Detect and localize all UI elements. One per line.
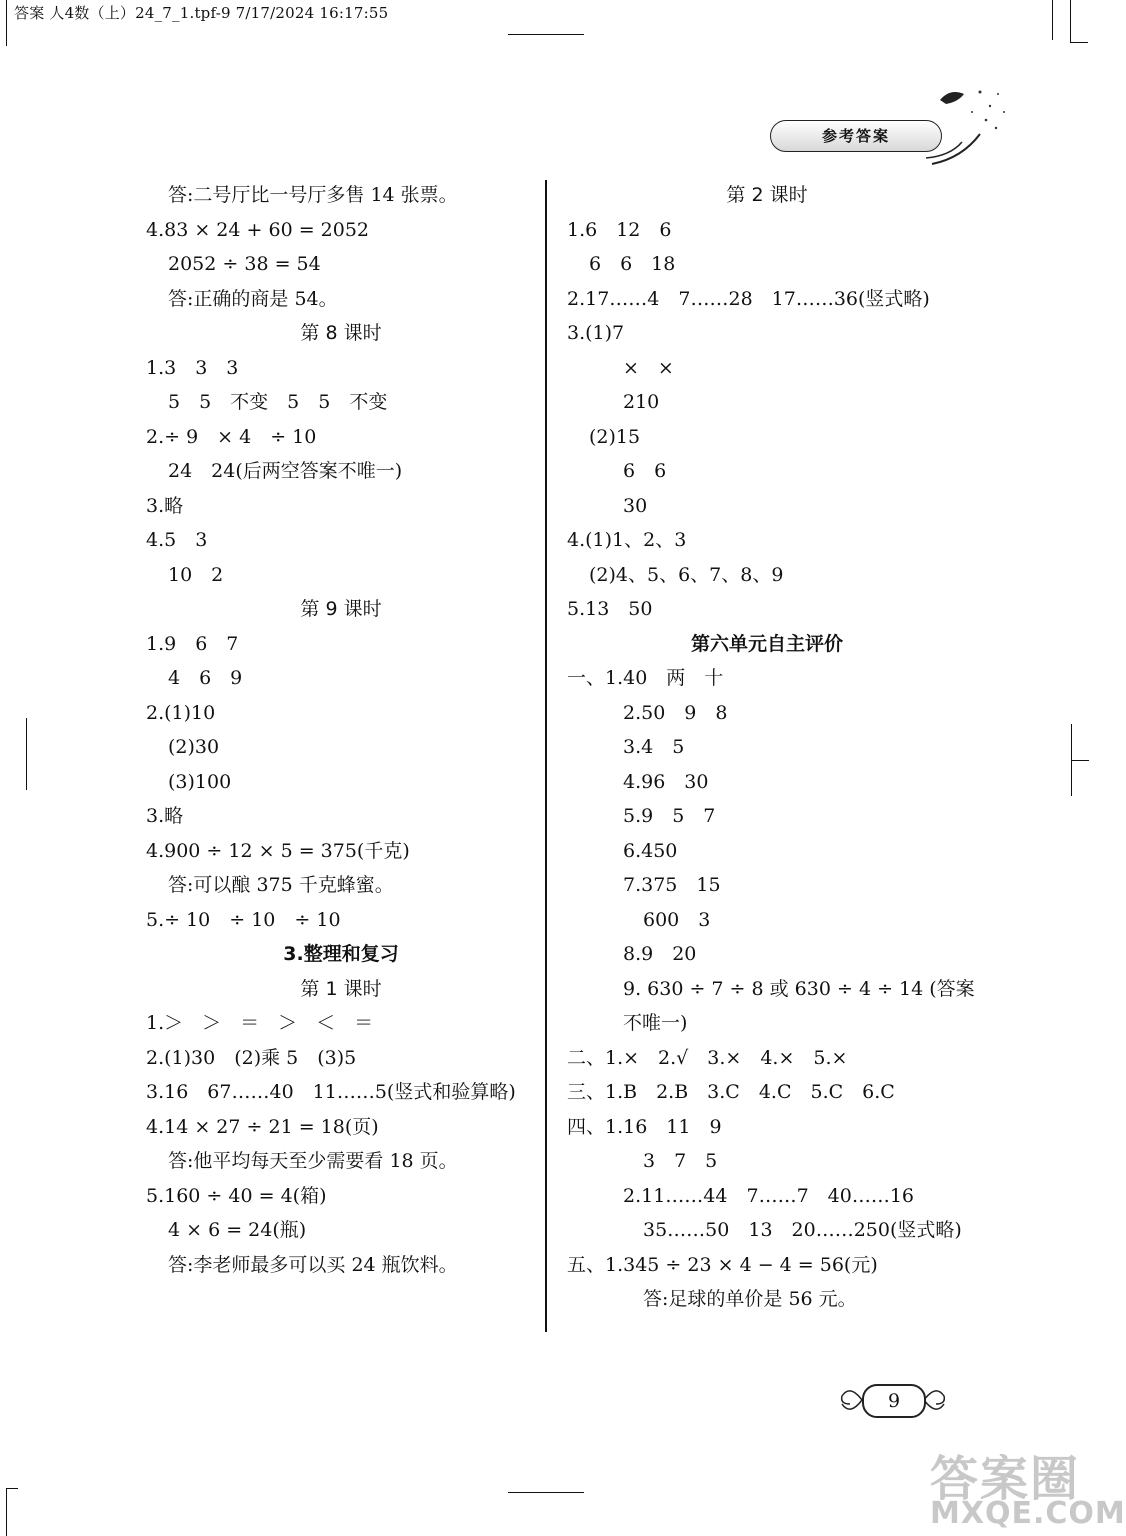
answer-line: 一、1.40 两 十 (567, 667, 724, 689)
answer-line: 5.9 5 7 (623, 805, 716, 827)
answer-line: 7.375 15 (623, 874, 721, 896)
answer-line: 24 24(后两空答案不唯一) (168, 460, 403, 482)
answer-line: 2.÷ 9 × 4 ÷ 10 (146, 425, 317, 448)
answer-line: 二、1.× 2.√ 3.× 4.× 5.× (567, 1046, 848, 1069)
answer-line: 2.(1)30 (2)乘 5 (3)5 (146, 1046, 357, 1069)
answer-line: 三、1.B 2.B 3.C 4.C 5.C 6.C (567, 1081, 895, 1103)
answer-line: 5.÷ 10 ÷ 10 ÷ 10 (146, 908, 341, 931)
watermark-url: MXQE.COM (930, 1496, 1126, 1531)
answer-line: 3.(1)7 (567, 322, 625, 344)
answer-line: (2)15 (589, 425, 641, 448)
answer-line: 不唯一) (623, 1012, 688, 1034)
left-answer-column (146, 178, 536, 1282)
answer-line: 2052 ÷ 38 = 54 (168, 253, 321, 275)
section-heading: 第六单元自主评价 (690, 632, 843, 655)
answer-line: 五、1.345 ÷ 23 × 4 − 4 = 56(元) (567, 1253, 878, 1276)
answer-line: 答:正确的商是 54。 (168, 287, 338, 310)
answer-line: 答:李老师最多可以买 24 瓶饮料。 (168, 1253, 458, 1276)
section-heading: 第 2 课时 (726, 184, 808, 206)
answer-line: (2)30 (168, 736, 220, 758)
answer-line: 4.14 × 27 ÷ 21 = 18(页) (146, 1115, 379, 1138)
watermark-logo: 答案圈 (930, 1451, 1081, 1507)
answer-line: (3)100 (168, 770, 232, 793)
answer-line: 2.11……44 7……7 40……16 (623, 1184, 915, 1207)
answer-line: 4.96 30 (623, 770, 709, 793)
answer-line: 1.6 12 6 (567, 218, 672, 241)
answer-line: 答:二号厅比一号厅多售 14 张票。 (168, 184, 458, 206)
answer-line: 210 (623, 391, 660, 413)
answer-line: 5.160 ÷ 40 = 4(箱) (146, 1184, 327, 1207)
column-divider (545, 180, 547, 1332)
answer-line: 5.13 50 (567, 598, 653, 620)
section-heading: 第 9 课时 (300, 598, 382, 620)
answer-line: 3.16 67……40 11……5(竖式和验算略) (146, 1081, 516, 1103)
section-heading: 第 1 课时 (300, 977, 382, 1000)
answer-line: 3.略 (146, 494, 184, 517)
answer-line: 4 × 6 = 24(瓶) (168, 1219, 307, 1241)
answer-line: (2)4、5、6、7、8、9 (589, 563, 784, 586)
file-info-header: 答案 人4数（上）24_7_1.tpf-9 7/17/2024 16:17:55 (14, 4, 389, 22)
answer-line: 四、1.16 11 9 (567, 1115, 722, 1138)
answer-line: 4.5 3 (146, 529, 208, 551)
answer-line: 4.900 ÷ 12 × 5 = 375(千克) (146, 839, 410, 862)
section-heading: 第 8 课时 (300, 322, 382, 344)
answer-line: × × (623, 356, 674, 379)
answer-line: 3.4 5 (623, 736, 685, 758)
answer-line: 2.17……4 7……28 17……36(竖式略) (567, 287, 930, 310)
answer-line: 1.3 3 3 (146, 356, 239, 379)
answer-line: 6 6 (623, 460, 667, 482)
answer-line: 4 6 9 (168, 667, 243, 689)
answer-line: 答:他平均每天至少需要看 18 页。 (168, 1150, 458, 1172)
answer-line: 9. 630 ÷ 7 ÷ 8 或 630 ÷ 4 ÷ 14 (答案 (623, 977, 975, 1000)
answer-line: 2.(1)10 (146, 701, 216, 724)
answer-line: 答:可以酿 375 千克蜂蜜。 (168, 874, 394, 896)
answer-line: 3.略 (146, 805, 184, 827)
answer-line: 6.450 (623, 839, 678, 862)
answer-line: 答:足球的单价是 56 元。 (643, 1288, 857, 1310)
answer-line: 6 6 18 (589, 253, 676, 275)
right-answer-column (567, 178, 975, 1317)
answer-line: 3 7 5 (643, 1150, 718, 1172)
top-center-rule (508, 34, 584, 35)
answer-line: 30 (623, 494, 648, 517)
answer-line: 4.(1)1、2、3 (567, 529, 687, 551)
answer-line: 2.50 9 8 (623, 701, 728, 724)
answer-line: 35……50 13 20……250(竖式略) (643, 1219, 962, 1241)
answer-line: 5 5 不变 5 5 不变 (168, 391, 388, 413)
answer-line: 4.83 × 24 + 60 = 2052 (146, 218, 370, 241)
answer-line: 1.＞ ＞ ＝ ＞ ＜ ＝ (146, 1012, 374, 1034)
answer-line: 1.9 6 7 (146, 632, 239, 655)
answer-line: 600 3 (643, 908, 711, 931)
section-badge: 参考答案 (770, 120, 942, 152)
answer-line: 8.9 20 (623, 943, 697, 965)
section-heading: 3.整理和复习 (283, 943, 399, 965)
answer-line: 10 2 (168, 563, 224, 586)
page-number: 9 (862, 1384, 926, 1418)
